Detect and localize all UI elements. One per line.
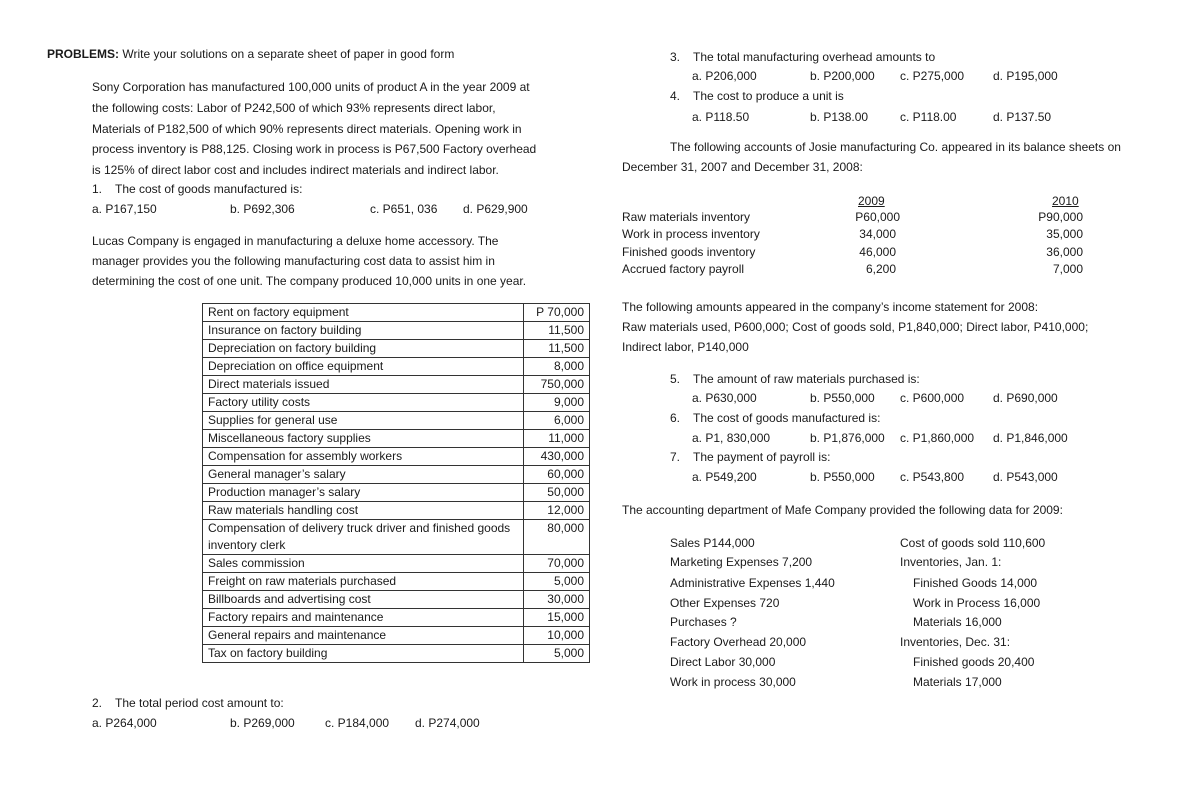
mafe-right-item: Work in Process 16,000 (913, 596, 1041, 610)
mafe-right-item: Materials 17,000 (913, 675, 1002, 689)
cost-description: Compensation for assembly workers (203, 448, 524, 466)
choice-a: a. P1, 830,000 (692, 431, 771, 445)
choice-d: d. P690,000 (993, 391, 1058, 405)
choice-a: a. P206,000 (692, 69, 757, 83)
choice-b: b. P1,876,000 (810, 431, 885, 445)
choice-c: c. P184,000 (325, 716, 390, 730)
account-value-2009: 34,000 (859, 227, 896, 241)
paragraph-line: Raw materials used, P600,000; Cost of goods sold, P1,840,000; Direct labor, P410,000; (622, 320, 1089, 334)
account-name: Accrued factory payroll (622, 262, 745, 276)
choice-c: c. P600,000 (900, 391, 965, 405)
choice-a: a. P630,000 (692, 391, 757, 405)
mafe-left-item: Sales P144,000 (670, 536, 755, 550)
paragraph-line: December 31, 2007 and December 31, 2008: (622, 160, 863, 174)
choice-b: b. P269,000 (230, 716, 295, 730)
mafe-left-item: Administrative Expenses 1,440 (670, 576, 835, 590)
cost-description: Depreciation on office equipment (203, 358, 524, 376)
year-header-1: 2009 (858, 194, 885, 208)
question-text: The cost of goods manufactured is: (115, 182, 303, 196)
question-number: 5. (670, 372, 681, 386)
choice-a: a. P167,150 (92, 202, 157, 216)
cost-description: Supplies for general use (203, 412, 524, 430)
table-row (203, 484, 590, 502)
cost-description: Insurance on factory building (203, 322, 524, 340)
question-number: 1. (92, 182, 103, 196)
account-value-2010: P90,000 (1038, 210, 1083, 224)
account-value-2009: 46,000 (859, 245, 896, 259)
choice-b: b. P550,000 (810, 470, 875, 484)
cost-description: Production manager’s salary (203, 484, 524, 502)
question-text: The cost of goods manufactured is: (693, 411, 881, 425)
table-row (203, 609, 590, 627)
table-row (203, 502, 590, 520)
cost-amount: 30,000 (524, 591, 590, 609)
question-number: 2. (92, 696, 103, 710)
account-name: Raw materials inventory (622, 210, 751, 224)
table-row (203, 627, 590, 645)
table-row (203, 645, 590, 663)
table-row (203, 394, 590, 412)
cost-amount: 70,000 (524, 555, 590, 573)
account-value-2010: 7,000 (1052, 262, 1083, 276)
table-row (203, 304, 590, 322)
choice-a: a. P264,000 (92, 716, 157, 730)
table-row (203, 448, 590, 466)
cost-description: Tax on factory building (203, 645, 524, 663)
question-text: The amount of raw materials purchased is: (693, 372, 920, 386)
question-number: 3. (670, 50, 681, 64)
cost-amount: 430,000 (524, 448, 590, 466)
choice-a: a. P118.50 (692, 110, 750, 124)
cost-amount: 5,000 (524, 573, 590, 591)
choice-d: d. P629,900 (463, 202, 528, 216)
choice-d: d. P195,000 (993, 69, 1058, 83)
choice-d: d. P543,000 (993, 470, 1058, 484)
cost-data-table (202, 303, 590, 663)
choice-c: c. P651, 036 (370, 202, 438, 216)
question-text: The total period cost amount to: (115, 696, 284, 710)
mafe-left-item: Other Expenses 720 (670, 596, 780, 610)
mafe-right-item: Materials 16,000 (913, 615, 1002, 629)
choice-c: c. P1,860,000 (900, 431, 975, 445)
table-row (203, 555, 590, 573)
table-row (203, 358, 590, 376)
choice-d: d. P1,846,000 (993, 431, 1068, 445)
cost-amount: 11,500 (524, 340, 590, 358)
paragraph-line: Indirect labor, P140,000 (622, 340, 749, 354)
question-text: The payment of payroll is: (693, 450, 831, 464)
cost-description: Billboards and advertising cost (203, 591, 524, 609)
table-row (203, 412, 590, 430)
table-row (203, 520, 590, 555)
paragraph-line: is 125% of direct labor cost and includes indirect materials and indirect labor. (92, 163, 499, 177)
cost-amount: 15,000 (524, 609, 590, 627)
cost-amount: 11,000 (524, 430, 590, 448)
mafe-right-item: Finished Goods 14,000 (913, 576, 1038, 590)
account-value-2009: 6,200 (865, 262, 896, 276)
problems-instruction: Write your solutions on a separate sheet of paper in good form (122, 47, 455, 61)
account-value-2009: P60,000 (855, 210, 900, 224)
cost-amount: 9,000 (524, 394, 590, 412)
choice-b: b. P138.00 (810, 110, 869, 124)
choice-b: b. P200,000 (810, 69, 875, 83)
year-header-2: 2010 (1052, 194, 1079, 208)
cost-amount: 12,000 (524, 502, 590, 520)
cost-description: Sales commission (203, 555, 524, 573)
cost-amount: 750,000 (524, 376, 590, 394)
paragraph-line: Sony Corporation has manufactured 100,000 units of product A in the year 2009 at (92, 80, 530, 94)
mafe-left-item: Direct Labor 30,000 (670, 655, 776, 669)
cost-description: Raw materials handling cost (203, 502, 524, 520)
cost-description: Factory utility costs (203, 394, 524, 412)
table-row (203, 340, 590, 358)
paragraph-line: Lucas Company is engaged in manufacturing a deluxe home accessory. The (92, 234, 499, 248)
paragraph-line: The following amounts appeared in the company’s income statement for 2008: (622, 300, 1039, 314)
account-name: Finished goods inventory (622, 245, 756, 259)
account-value-2010: 36,000 (1046, 245, 1083, 259)
question-number: 7. (670, 450, 681, 464)
cost-amount: 60,000 (524, 466, 590, 484)
problems-header (47, 47, 454, 61)
paragraph-line: determining the cost of one unit. The company produced 10,000 units in one year. (92, 274, 527, 288)
mafe-right-item: Inventories, Dec. 31: (900, 635, 1011, 649)
cost-amount: 11,500 (524, 322, 590, 340)
cost-amount: 50,000 (524, 484, 590, 502)
mafe-left-item: Work in process 30,000 (670, 675, 796, 689)
choice-c: c. P275,000 (900, 69, 965, 83)
mafe-left-item: Marketing Expenses 7,200 (670, 555, 813, 569)
account-name: Work in process inventory (622, 227, 760, 241)
paragraph-line: Materials of P182,500 of which 90% represents direct materials. Opening work in (92, 122, 522, 136)
cost-amount: 80,000 (524, 520, 590, 555)
cost-description: Factory repairs and maintenance (203, 609, 524, 627)
table-row (203, 573, 590, 591)
cost-description: Depreciation on factory building (203, 340, 524, 358)
question-number: 6. (670, 411, 681, 425)
account-value-2010: 35,000 (1046, 227, 1083, 241)
table-row (203, 466, 590, 484)
cost-description: Rent on factory equipment (203, 304, 524, 322)
mafe-right-item: Finished goods 20,400 (913, 655, 1035, 669)
paragraph-line: process inventory is P88,125. Closing work in process is P67,500 Factory overhead (92, 142, 537, 156)
choice-d: d. P274,000 (415, 716, 480, 730)
choice-c: c. P118.00 (900, 110, 957, 124)
question-number: 4. (670, 89, 681, 103)
mafe-left-item: Purchases ? (670, 615, 737, 629)
cost-description: Direct materials issued (203, 376, 524, 394)
cost-description: General repairs and maintenance (203, 627, 524, 645)
choice-d: d. P137.50 (993, 110, 1052, 124)
cost-amount: 8,000 (524, 358, 590, 376)
mafe-right-item: Cost of goods sold 110,600 (900, 536, 1046, 550)
problems-label: PROBLEMS: (47, 47, 119, 61)
paragraph-line: The accounting department of Mafe Company provided the following data for 2009: (622, 503, 1063, 517)
table-row (203, 430, 590, 448)
table-row (203, 591, 590, 609)
table-row (203, 376, 590, 394)
cost-amount: P 70,000 (524, 304, 590, 322)
question-text: The cost to produce a unit is (693, 89, 844, 103)
mafe-right-item: Inventories, Jan. 1: (900, 555, 1002, 569)
choice-a: a. P549,200 (692, 470, 757, 484)
choice-c: c. P543,800 (900, 470, 965, 484)
paragraph-line: The following accounts of Josie manufacturing Co. appeared in its balance sheets on (670, 140, 1121, 154)
question-text: The total manufacturing overhead amounts to (693, 50, 936, 64)
cost-description: Miscellaneous factory supplies (203, 430, 524, 448)
cost-amount: 6,000 (524, 412, 590, 430)
paragraph-line: manager provides you the following manufacturing cost data to assist him in (92, 254, 495, 268)
table-row (203, 322, 590, 340)
cost-amount: 5,000 (524, 645, 590, 663)
cost-description: Compensation of delivery truck driver and finished goods inventory clerk (203, 520, 524, 555)
cost-description: General manager’s salary (203, 466, 524, 484)
cost-amount: 10,000 (524, 627, 590, 645)
mafe-left-item: Factory Overhead 20,000 (670, 635, 807, 649)
cost-description: Freight on raw materials purchased (203, 573, 524, 591)
choice-b: b. P550,000 (810, 391, 875, 405)
choice-b: b. P692,306 (230, 202, 295, 216)
paragraph-line: the following costs: Labor of P242,500 of which 93% represents direct labor, (92, 101, 496, 115)
